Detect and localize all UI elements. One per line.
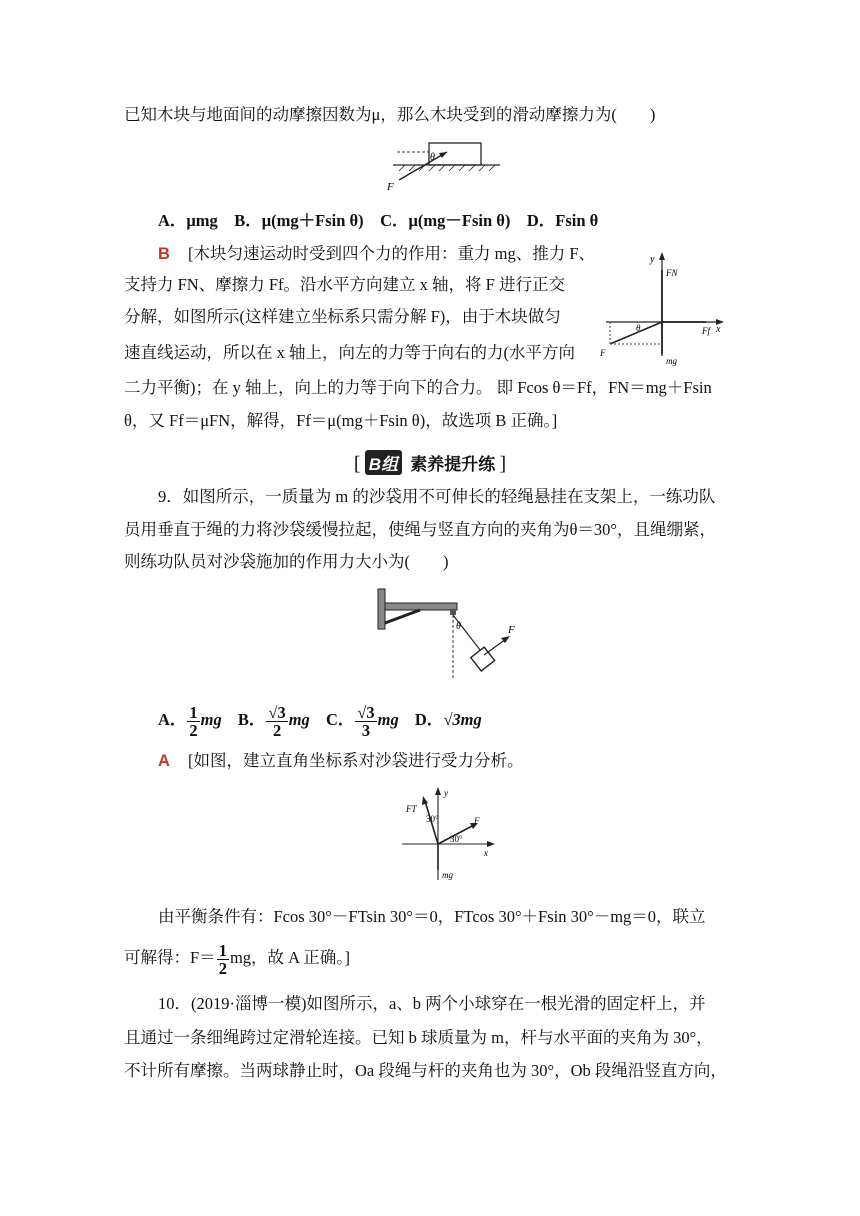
svg-text:F: F <box>508 624 515 636</box>
svg-text:Ff: Ff <box>702 326 710 336</box>
q9-stem-line-2: 员用垂直于绳的力将沙袋缓慢拉起，使绳与竖直方向的夹角为θ＝30°，且绳绷紧， <box>124 520 717 539</box>
svg-text:30°: 30° <box>450 834 463 844</box>
q8-expl-line-3: 分解，如图所示(这样建立坐标系只需分解 F)，由于木块做匀 <box>124 307 561 326</box>
q8-block-figure <box>385 140 505 195</box>
svg-text:x: x <box>716 324 721 335</box>
q8-expl-line-4: 速直线运动，所以在 x 轴上，向左的力等于向右的力(水平方向 <box>124 343 575 362</box>
q8-expl-line-1: B [木块匀速运动时受到四个力的作用：重力 mg、推力 F、 <box>158 244 596 263</box>
q8-answer: B <box>158 245 170 263</box>
q9-equation-1: 由平衡条件有：Fcos 30°－FTsin 30°＝0，FTcos 30°＋Fsin 30°－mg＝0，联立 <box>158 907 706 926</box>
q8-options: A．μmg B．μ(mg＋Fsin θ) C．μ(mg－Fsin θ) D．Fsin θ <box>158 211 599 230</box>
svg-text:FN: FN <box>666 268 678 278</box>
q8-force-diagram <box>598 248 728 370</box>
section-badge: B组 <box>365 450 402 475</box>
q9-stem-line-1: 9．如图所示，一质量为 m 的沙袋用不可伸长的轻绳悬挂在支架上，一练功队 <box>158 487 716 506</box>
q9-equation-2: 可解得：F＝ $\frac{1}{2}$ mg，故 A 正确。] <box>124 940 351 978</box>
svg-text:mg: mg <box>666 356 677 366</box>
q8-expl-line-5: 二力平衡)；在 y 轴上，向上的力等于向下的合力。 即 Fcos θ＝Ff，FN＝mg＋Fsin <box>124 378 712 397</box>
q9-expl-line-1: A [如图，建立直角坐标系对沙袋进行受力分析。 <box>158 751 524 770</box>
theta-label: θ <box>430 152 435 163</box>
q10-line-3: 不计所有摩擦。当两球静止时，Oa 段绳与杆的夹角也为 30°，Ob 段绳沿竖直方向， <box>124 1061 727 1080</box>
section-header: [ B组 素养提升练 ] <box>0 450 860 476</box>
svg-text:30°: 30° <box>426 814 439 824</box>
svg-text:F: F <box>600 348 606 358</box>
q8-expl-line-2: 支持力 FN、摩擦力 Ff。沿水平方向建立 x 轴，将 F 进行正交 <box>124 275 565 294</box>
q10-line-1: 10．(2019·淄博一模)如图所示，a、b 两个小球穿在一根光滑的固定杆上，并 <box>158 994 706 1013</box>
svg-text:y: y <box>444 788 448 798</box>
svg-text:θ: θ <box>456 621 461 632</box>
q9-answer: A <box>158 752 170 770</box>
q9-sandbag-figure <box>374 587 524 683</box>
q10-line-2: 且通过一条细绳跨过定滑轮连接。已知 b 球质量为 m，杆与水平面的夹角为 30°， <box>124 1028 713 1047</box>
svg-text:y: y <box>650 254 655 265</box>
q9-force-diagram <box>398 784 498 884</box>
svg-text:θ: θ <box>636 323 641 333</box>
section-title: 素养提升练 <box>410 455 496 474</box>
svg-text:x: x <box>484 848 488 858</box>
force-F-label: F <box>387 181 394 193</box>
q8-stem: 已知木块与地面间的动摩擦因数为μ，那么木块受到的滑动摩擦力为( ) <box>124 105 656 124</box>
svg-text:mg: mg <box>442 870 453 880</box>
q9-options: A． $\frac{1}{2}$ mg B． $\frac{√3}{2}$ mg C． $\frac{√3}{3}$ mg D．√3mg <box>158 702 482 740</box>
svg-text:F: F <box>474 816 480 826</box>
q8-expl-line-6: θ，又 Ff＝μFN，解得，Ff＝μ(mg＋Fsin θ)，故选项 B 正确。] <box>124 411 558 430</box>
svg-text:FT: FT <box>406 804 417 814</box>
q9-stem-line-3: 则练功队员对沙袋施加的作用力大小为( ) <box>124 552 449 571</box>
